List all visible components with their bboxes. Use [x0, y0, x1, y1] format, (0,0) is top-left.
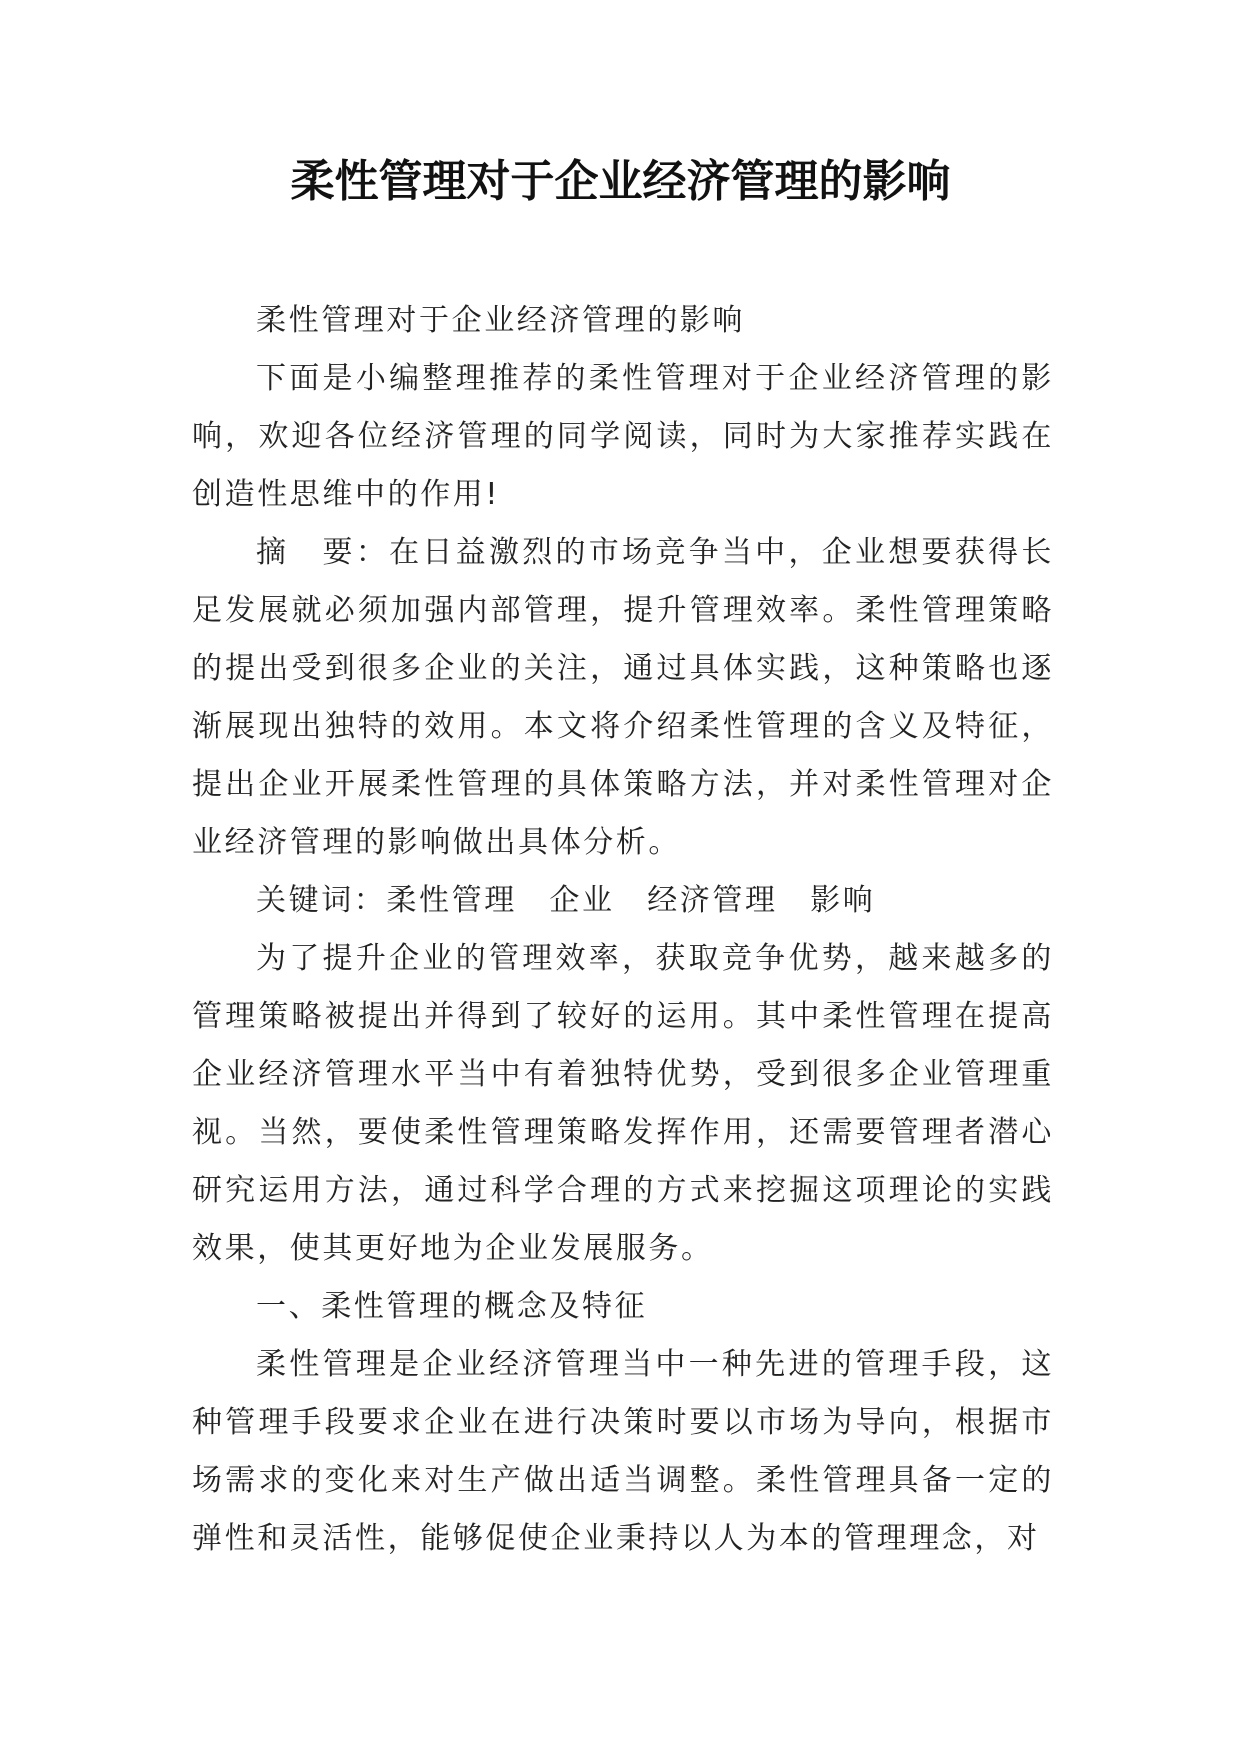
- section-heading-1: 一、柔性管理的概念及特征: [256, 1289, 648, 1324]
- document-title: 柔性管理对于企业经济管理的影响: [290, 156, 951, 207]
- document-body: [192, 292, 1054, 1568]
- paragraph-keywords: 关键词：柔性管理 企业 经济管理 影响: [256, 883, 876, 918]
- paragraph-intro: 下面是小编整理推荐的柔性管理对于企业经济管理的影响，欢迎各位经济管理的同学阅读，同时为大家推荐实践在创造性思维中的作用!: [192, 361, 1054, 512]
- paragraph-body-2: 柔性管理是企业经济管理当中一种先进的管理手段，这种管理手段要求企业在进行决策时要以市场为导向，根据市场需求的变化来对生产做出适当调整。柔性管理具备一定的弹性和灵活性，能够促使企业秉持以人为本的管理理念，对: [192, 1347, 1054, 1556]
- paragraph-abstract: 摘 要：在日益激烈的市场竞争当中，企业想要获得长足发展就必须加强内部管理，提升管理效率。柔性管理策略的提出受到很多企业的关注，通过具体实践，这种策略也逐渐展现出独特的效用。本文将介绍柔性管理的含义及特征，提出企业开展柔性管理的具体策略方法，并对柔性管理对企业经济管理的影响做出具体分析。: [192, 535, 1054, 860]
- paragraph-subtitle: 柔性管理对于企业经济管理的影响: [256, 303, 745, 338]
- paragraph-body-1: 为了提升企业的管理效率，获取竞争优势，越来越多的管理策略被提出并得到了较好的运用。其中柔性管理在提高企业经济管理水平当中有着独特优势，受到很多企业管理重视。当然，要使柔性管理策略发挥作用，还需要管理者潜心研究运用方法，通过科学合理的方式来挖掘这项理论的实践效果，使其更好地为企业发展服务。: [192, 941, 1054, 1266]
